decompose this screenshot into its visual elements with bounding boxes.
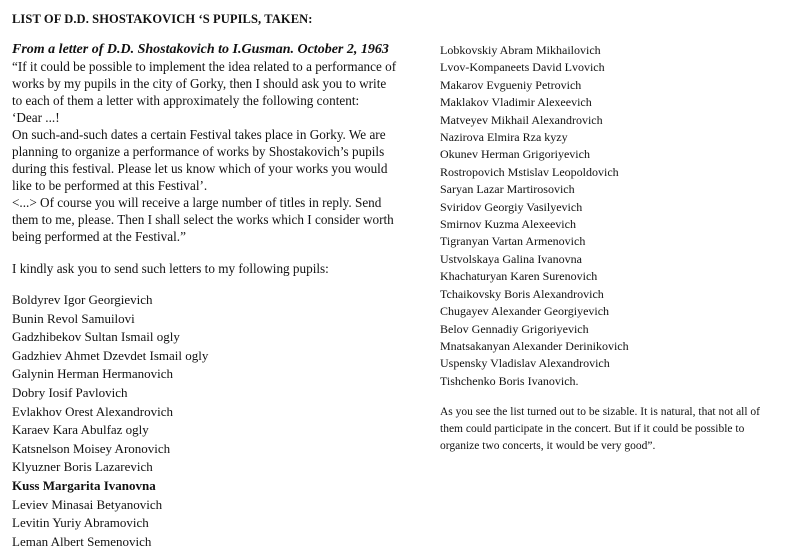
pupil-list-item: Boldyrev Igor Georgievich — [12, 292, 153, 307]
pupil-list-item: Evlakhov Orest Alexandrovich — [12, 403, 174, 419]
pupil-list-item: Bunin Revol Samuilovi — [12, 310, 135, 326]
pupil-list-item: Katsnelson Moisey Aronovich — [12, 440, 171, 456]
pupil-list-item: Khachaturyan Karen Surenovich — [440, 269, 598, 284]
pupil-list-item: Okunev Herman Grigoriyevich — [440, 147, 590, 162]
closing-line: them could participate in the concert. But if it could be possible to — [440, 423, 745, 436]
pupil-list-item: Dobry Iosif Pavlovich — [12, 384, 128, 400]
document-title: LIST OF D.D. SHOSTAKOVICH ‘S PUPILS, TAKEN: — [12, 12, 313, 26]
letter-line: during this festival. Please let us know which of your works you would — [12, 161, 388, 176]
pupil-list-item: Leman Albert Semenovich — [12, 533, 152, 549]
pupil-list-item: Kuss Margarita Ivanovna — [12, 477, 156, 493]
pupil-list-item: Leviev Minasai Betyanovich — [12, 496, 163, 512]
closing-line: organize two concerts, it would be very good”. — [440, 440, 656, 453]
intro-text: I kindly ask you to send such letters to my following pupils: — [12, 261, 329, 276]
pupil-list-item: Saryan Lazar Martirosovich — [440, 182, 575, 197]
closing-paragraph — [440, 404, 790, 455]
letter-line: planning to organize a performance of works by Shostakovich’s pupils — [12, 144, 385, 159]
pupil-list-item: Rostropovich Mstislav Leopoldovich — [440, 164, 619, 179]
letter-line: ‘Dear ...! — [12, 110, 60, 125]
pupil-list-item: Mnatsakanyan Alexander Derinikovich — [440, 338, 629, 353]
pupil-list-item: Belov Gennadiy Grigoriyevich — [440, 321, 589, 336]
pupil-list-item: Levitin Yuriy Abramovich — [12, 515, 149, 531]
pupil-list-item: Maklakov Vladimir Alexeevich — [440, 95, 592, 110]
pupil-list-item: Matveyev Mikhail Alexandrovich — [440, 112, 603, 127]
pupil-list-item: Smirnov Kuzma Alexeevich — [440, 217, 576, 232]
pupil-list-item: Karaev Kara Abulfaz ogly — [12, 422, 149, 438]
pupil-list-item: Uspensky Vladislav Alexandrovich — [440, 356, 610, 371]
pupil-list-item: Gadzhibekov Sultan Ismail ogly — [12, 329, 180, 345]
letter-line: being performed at the Festival.” — [12, 229, 186, 244]
pupil-list-item: Gadzhiev Ahmet Dzevdet Ismail ogly — [12, 347, 209, 363]
pupil-list-item: Klyuzner Boris Lazarevich — [12, 459, 153, 475]
letter-line: works by my pupils in the city of Gorky, then I should ask you to write — [12, 76, 387, 91]
pupil-list-right — [440, 42, 790, 390]
letter-heading: From a letter of D.D. Shostakovich to I.Gusman. October 2, 1963 — [12, 42, 389, 57]
letter-quote — [12, 58, 424, 245]
closing-line: As you see the list turned out to be sizable. It is natural, that not all of — [440, 406, 761, 419]
pupil-list-left — [12, 291, 424, 551]
pupil-list-item: Lobkovskiy Abram Mikhailovich — [440, 43, 601, 57]
right-column — [440, 42, 790, 455]
pupil-list-item: Chugayev Alexander Georgiyevich — [440, 304, 610, 319]
letter-line: “If it could be possible to implement the idea related to a performance of — [12, 59, 397, 74]
left-column — [12, 41, 424, 551]
letter-line: On such-and-such dates a certain Festival takes place in Gorky. We are — [12, 127, 386, 142]
pupil-list-item: Galynin Herman Hermanovich — [12, 366, 174, 382]
letter-line: <...> Of course you will receive a large number of titles in reply. Send — [12, 195, 382, 210]
letter-line: like to be performed at this Festival’. — [12, 178, 208, 193]
pupil-list-item: Tishchenko Boris Ivanovich. — [440, 373, 579, 388]
letter-line: to each of them a letter with approximately the following content: — [12, 93, 360, 108]
letter-line: them to me, please. Then I shall select the works which I consider worth — [12, 212, 394, 227]
pupil-list-item: Lvov-Kompaneets David Lvovich — [440, 60, 605, 75]
pupil-list-item: Nazirova Elmira Rza kyzy — [440, 130, 568, 145]
pupil-list-item: Sviridov Georgiy Vasilyevich — [440, 199, 583, 214]
pupil-list-item: Makarov Evgueniy Petrovich — [440, 77, 582, 92]
pupil-list-item: Tigranyan Vartan Armenovich — [440, 234, 586, 249]
pupil-list-item: Tchaikovsky Boris Alexandrovich — [440, 286, 604, 301]
pupil-list-item: Ustvolskaya Galina Ivanovna — [440, 251, 582, 266]
